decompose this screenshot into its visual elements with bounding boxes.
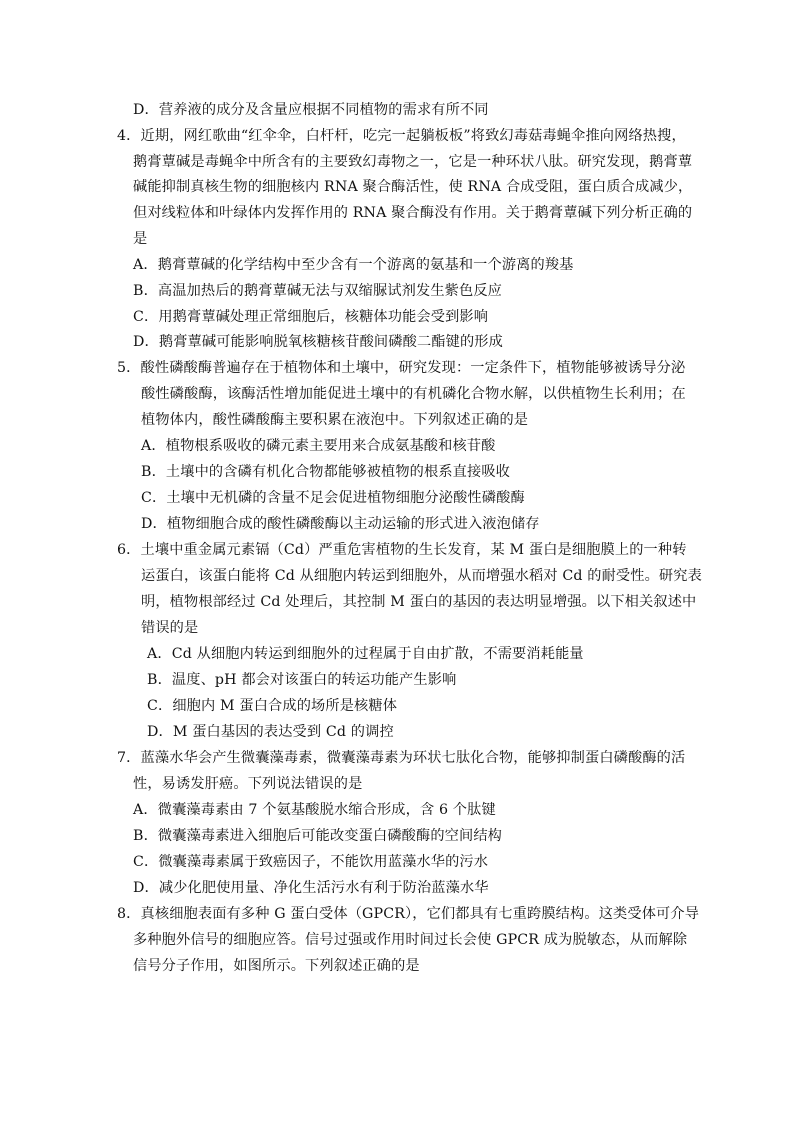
q7-option-c: C．微囊藻毒素属于致癌因子，不能饮用蓝藻水华的污水 [133, 854, 489, 870]
q6-stem-line-4: 错误的是 [141, 620, 199, 636]
q4-stem-text-1: 近期，网红歌曲“红伞伞，白杆杆，吃完一起躺板板”将致幻毒菇毒蝇伞推向网络热搜， [140, 128, 686, 144]
q8-number: 8． [117, 906, 141, 922]
q6-option-b: B．温度、pH 都会对该蛋白的转运功能产生影响 [147, 672, 457, 688]
q8-stem-line-1 [117, 904, 699, 924]
q6-option-d: D．M 蛋白基因的表达受到 Cd 的调控 [147, 724, 394, 740]
q7-stem-text-1: 蓝藻水华会产生微囊藻毒素，微囊藻毒素为环状七肽化合物，能够抑制蛋白磷酸酶的活 [140, 750, 686, 766]
q4-stem-line-1 [117, 126, 686, 146]
q4-number: 4． [117, 128, 141, 144]
q4-option-d: D．鹅膏蕈碱可能影响脱氧核糖核苷酸间磷酸二酯键的形成 [133, 334, 503, 350]
q7-option-a: A．微囊藻毒素由 7 个氨基酸脱水缩合形成，含 6 个肽键 [133, 802, 496, 818]
q5-number: 5． [117, 360, 141, 376]
q4-stem-line-5: 是 [133, 231, 148, 247]
q5-option-b: B．土壤中的含磷有机化合物都能够被植物的根系直接吸收 [141, 464, 511, 480]
q5-stem-text-1: 酸性磷酸酶普遍存在于植物体和土壤中，研究发现：一定条件下，植物能够被诱导分泌 [140, 360, 686, 376]
q6-stem-line-2: 运蛋白，该蛋白能将 Cd 从细胞内转运到细胞外，从而增强水稻对 Cd 的耐受性。研究表 [141, 568, 702, 584]
q6-stem-line-3: 明，植物根部经过 Cd 处理后，其控制 M 蛋白的基因的表达明显增强。以下相关叙述中 [141, 594, 697, 610]
q4-stem-line-3: 碱能抑制真核生物的细胞核内 RNA 聚合酶活性，使 RNA 合成受阻，蛋白质合成减少， [133, 179, 693, 195]
q8-stem-text-1: 真核细胞表面有多种 G 蛋白受体（GPCR），它们都具有七重跨膜结构。这类受体可介导 [140, 906, 700, 922]
q7-stem-line-2: 性，易诱发肝癌。下列说法错误的是 [133, 776, 363, 792]
q6-option-a: A．Cd 从细胞内转运到细胞外的过程属于自由扩散，不需要消耗能量 [147, 646, 584, 662]
q4-option-c: C．用鹅膏蕈碱处理正常细胞后，核糖体功能会受到影响 [133, 309, 489, 325]
q5-option-c: C．土壤中无机磷的含量不足会促进植物细胞分泌酸性磷酸酶 [141, 490, 525, 506]
q4-stem-line-4: 但对线粒体和叶绿体内发挥作用的 RNA 聚合酶没有作用。关于鹅膏蕈碱下列分析正确的 [133, 205, 693, 221]
q7-stem-line-1 [117, 748, 685, 768]
q6-stem-text-1: 土壤中重金属元素镉（Cd）严重危害植物的生长发育，某 M 蛋白是细胞膜上的一种转 [140, 542, 687, 558]
q6-stem-line-1 [117, 540, 687, 560]
q7-option-d: D．减少化肥使用量、净化生活污水有利于防治蓝藻水华 [133, 880, 489, 896]
q8-stem-line-2: 多种胞外信号的细胞应答。信号过强或作用时间过长会使 GPCR 成为脱敏态，从而解除 [133, 932, 688, 948]
q5-stem-line-2: 酸性磷酸酶，该酶活性增加能促进土壤中的有机磷化合物水解，以供植物生长利用；在 [141, 386, 686, 402]
q3-option-d: D．营养液的成分及含量应根据不同植物的需求有所不同 [133, 102, 489, 118]
q8-stem-line-3: 信号分子作用，如图所示。下列叙述正确的是 [133, 958, 420, 974]
q4-option-b: B．高温加热后的鹅膏蕈碱无法与双缩脲试剂发生紫色反应 [133, 283, 503, 299]
q5-option-d: D．植物细胞合成的酸性磷酸酶以主动运输的形式进入液泡储存 [141, 516, 540, 532]
q6-option-c: C．细胞内 M 蛋白合成的场所是核糖体 [147, 698, 398, 714]
q7-option-b: B．微囊藻毒素进入细胞后可能改变蛋白磷酸酶的空间结构 [133, 828, 503, 844]
q4-stem-line-2: 鹅膏蕈碱是毒蝇伞中所含有的主要致幻毒物之一，它是一种环状八肽。研究发现，鹅膏蕈 [133, 154, 693, 170]
q5-stem-line-3: 植物体内，酸性磷酸酶主要积累在液泡中。下列叙述正确的是 [141, 412, 529, 428]
q5-stem-line-1 [117, 358, 685, 378]
q7-number: 7． [117, 750, 141, 766]
q6-number: 6． [117, 542, 141, 558]
q4-option-a: A．鹅膏蕈碱的化学结构中至少含有一个游离的氨基和一个游离的羧基 [133, 257, 574, 273]
q5-option-a: A．植物根系吸收的磷元素主要用来合成氨基酸和核苷酸 [141, 438, 496, 454]
